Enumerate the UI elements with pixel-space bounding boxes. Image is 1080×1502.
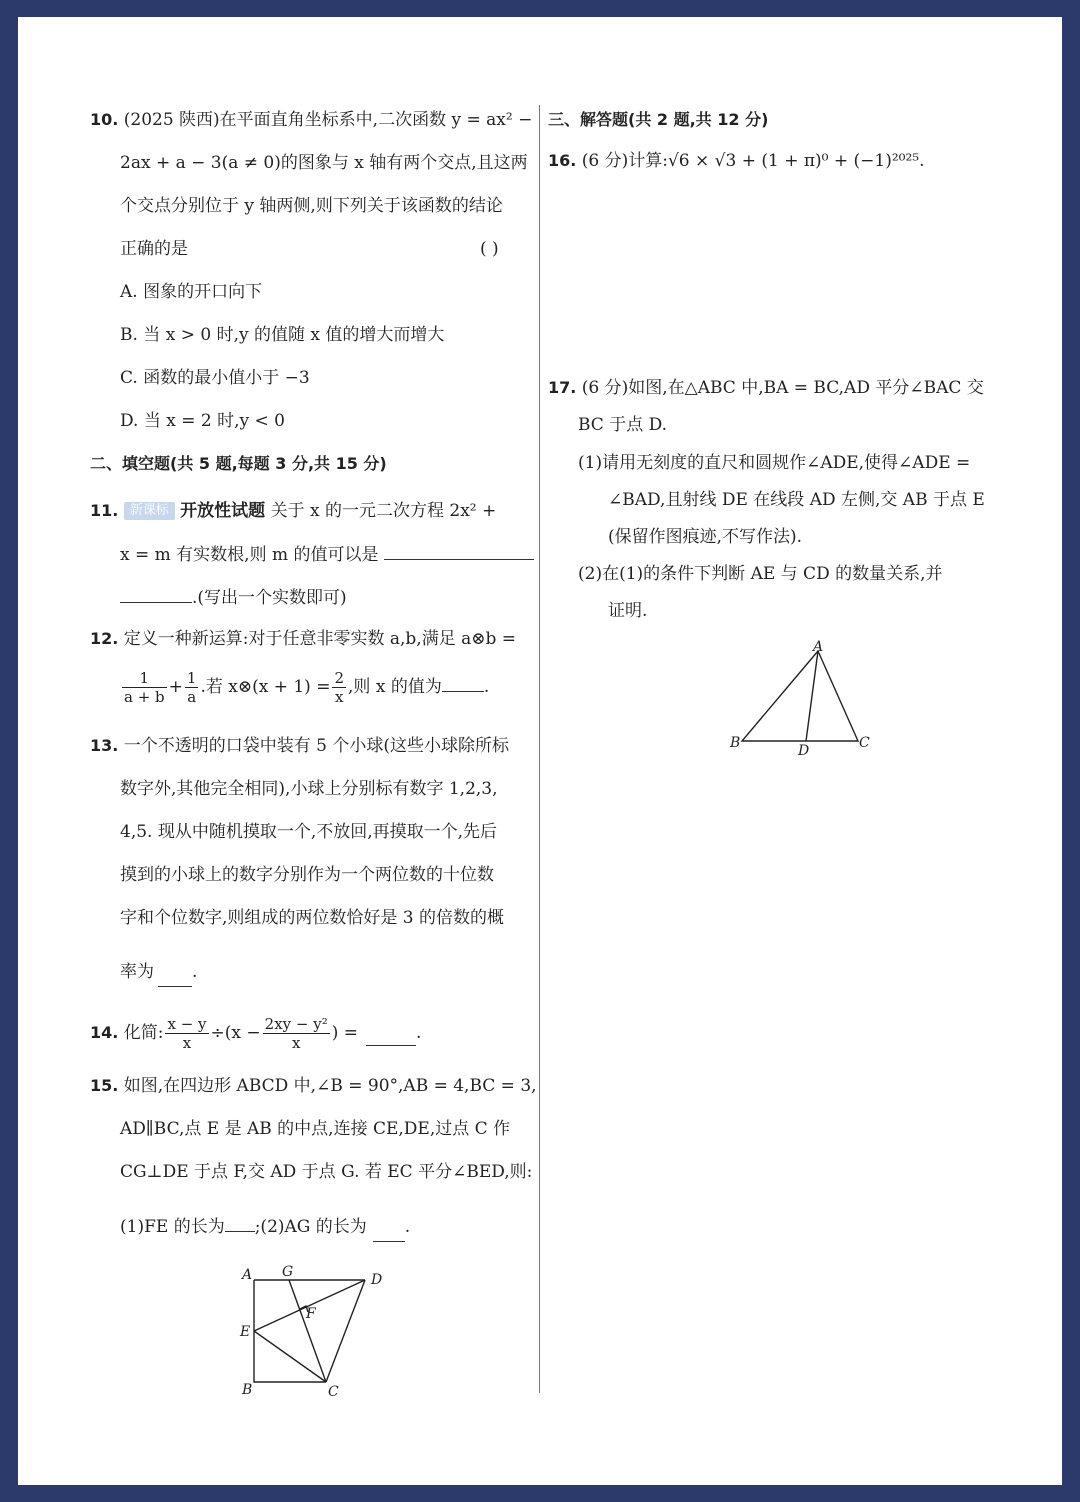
q12-text-mid: .若 x⊗(x + 1) =	[200, 677, 331, 697]
q15-label-d: D	[371, 1272, 383, 1288]
q12-answer-blank[interactable]	[442, 673, 484, 692]
q12-text1: 定义一种新运算:对于任意非零实数 a,b,满足 a⊗b =	[123, 629, 517, 649]
q14-number: 14.	[90, 1023, 119, 1042]
q17-label-a: A	[813, 639, 824, 655]
q14-fraction-2: $\frac{\text{2xy − y²}}{x}$	[264, 1015, 328, 1052]
q12-plus: +	[168, 677, 183, 697]
q10-line4: 正确的是	[120, 239, 188, 259]
q17-line7: 证明.	[608, 601, 648, 621]
section-2-heading: 二、填空题(共 5 题,每题 3 分,共 15 分)	[90, 454, 387, 473]
q16-text: (6 分)计算:√6 × √3 + (1 + π)⁰ + (−1)²⁰²⁵.	[581, 151, 925, 171]
q13-text6: 率为	[120, 962, 154, 982]
q14-answer-blank[interactable]	[366, 1027, 416, 1046]
q10-option-c: C. 函数的最小值小于 −3	[120, 368, 310, 388]
q17-segment-ad	[806, 651, 818, 741]
q14-prefix: 化简:	[123, 1023, 164, 1043]
q17-line1	[548, 376, 984, 400]
q15-line2: AD∥BC,点 E 是 AB 的中点,连接 CE,DE,过点 C 作	[120, 1119, 511, 1139]
q10-option-a: A. 图象的开口向下	[120, 282, 263, 302]
q10-number: 10.	[90, 110, 119, 129]
q10-option-d: D. 当 x = 2 时,y < 0	[120, 411, 285, 431]
q13-line6	[120, 958, 197, 984]
q12-line2	[120, 669, 489, 706]
q10-line1	[90, 108, 532, 132]
q16-number: 16.	[548, 151, 577, 170]
q13-number: 13.	[90, 736, 119, 755]
q15-text1: 如图,在四边形 ABCD 中,∠B = 90°,AB = 4,BC = 3,	[123, 1076, 537, 1096]
q15-part2-text: ;(2)AG 的长为	[254, 1217, 367, 1237]
q15-part1-blank[interactable]	[225, 1213, 255, 1232]
q10-text1: (2025 陕西)在平面直角坐标系中,二次函数 y = ax² −	[123, 110, 533, 130]
q12-number: 12.	[90, 629, 119, 648]
q11-text2: x = m 有实数根,则 m 的值可以是	[120, 545, 379, 565]
q17-label-c: C	[859, 735, 870, 751]
q15-part1-text: (1)FE 的长为	[120, 1217, 225, 1237]
q14-line	[90, 1015, 421, 1052]
q11-line2	[120, 541, 534, 567]
exam-page	[18, 17, 1062, 1485]
q15-label-e: E	[240, 1324, 251, 1340]
q12-fraction-1: $\frac{1}{a + b}$	[124, 669, 165, 706]
q10-line2: 2ax + a − 3(a ≠ 0)的图象与 x 轴有两个交点,且这两	[120, 153, 528, 173]
q12-fraction-2: $\frac{1}{a}$	[186, 669, 197, 706]
q11-line3	[120, 584, 347, 610]
q11-answer-blank-cont[interactable]	[120, 584, 192, 603]
q13-line5: 字和个位数字,则组成的两位数恰好是 3 的倍数的概	[120, 908, 505, 928]
q15-line4	[120, 1213, 410, 1239]
q13-period: .	[192, 962, 198, 982]
q11-text3: .(写出一个实数即可)	[192, 588, 347, 608]
q11-answer-blank[interactable]	[384, 541, 534, 560]
q17-line3: (1)请用无刻度的直尺和圆规作∠ADE,使得∠ADE =	[578, 453, 971, 473]
q15-edge-abc	[254, 1280, 326, 1382]
q13-line3: 4,5. 现从中随机摸取一个,不放回,再摸取一个,先后	[120, 822, 498, 842]
q17-line2: BC 于点 D.	[578, 415, 668, 435]
q16-line	[548, 149, 925, 173]
q14-text-mid: ÷(x −	[210, 1023, 261, 1043]
q15-number: 15.	[90, 1076, 119, 1095]
q12-period: .	[483, 677, 490, 697]
q17-number: 17.	[548, 378, 577, 397]
q12-fraction-3: $\frac{2}{x}$	[334, 669, 345, 706]
q17-line5: (保留作图痕迹,不写作法).	[608, 527, 803, 547]
q17-label-b: B	[730, 735, 741, 751]
q17-text1: (6 分)如图,在△ABC 中,BA = BC,AD 平分∠BAC 交	[581, 378, 984, 398]
q14-text-tail: ) =	[331, 1023, 359, 1043]
q15-segment-ec	[254, 1331, 326, 1382]
q15-quadrilateral-figure	[240, 1262, 410, 1400]
q10-answer-paren: ( )	[480, 239, 499, 259]
q11-type-label: 开放性试题	[180, 501, 266, 521]
q13-line1	[90, 734, 509, 758]
column-divider	[539, 105, 540, 1393]
q12-line1	[90, 627, 516, 651]
q15-label-c: C	[328, 1384, 339, 1400]
q15-label-b: B	[242, 1382, 253, 1398]
section-3-heading: 三、解答题(共 2 题,共 12 分)	[548, 110, 769, 129]
q15-line1	[90, 1074, 537, 1098]
q11-number: 11.	[90, 501, 119, 520]
q15-segment-gc	[289, 1280, 326, 1382]
q15-label-g: G	[282, 1264, 294, 1280]
q14-fraction-1: $\frac{x - y}{x}$	[167, 1015, 207, 1052]
q13-answer-blank[interactable]	[158, 968, 192, 987]
q15-label-a: A	[242, 1267, 253, 1283]
q15-period: .	[404, 1217, 411, 1237]
q13-line4: 摸到的小球上的数字分别作为一个两位数的十位数	[120, 865, 494, 885]
q15-line3: CG⊥DE 于点 F,交 AD 于点 G. 若 EC 平分∠BED,则:	[120, 1162, 533, 1182]
q11-text1: 关于 x 的一元二次方程 2x² +	[270, 501, 497, 521]
q10-option-b: B. 当 x > 0 时,y 的值随 x 值的增大而增大	[120, 325, 445, 345]
q13-line2: 数字外,其他完全相同),小球上分别标有数字 1,2,3,	[120, 779, 498, 799]
q17-label-d: D	[798, 743, 810, 759]
q12-text-tail: ,则 x 的值为	[348, 677, 442, 697]
q17-triangle-figure	[708, 637, 868, 757]
q11-line1	[90, 499, 496, 523]
q10-line3: 个交点分别位于 y 轴两侧,则下列关于该函数的结论	[120, 196, 503, 216]
q17-line4: ∠BAD,且射线 DE 在线段 AD 左侧,交 AB 于点 E	[608, 490, 985, 510]
new-curriculum-badge: 新课标	[124, 502, 175, 520]
q17-triangle-abc	[742, 651, 858, 741]
q17-line6: (2)在(1)的条件下判断 AE 与 CD 的数量关系,并	[578, 564, 943, 584]
q13-text1: 一个不透明的口袋中装有 5 个小球(这些小球除所标	[123, 736, 510, 756]
q14-period: .	[416, 1023, 422, 1043]
q15-part2-blank[interactable]	[373, 1223, 405, 1242]
q15-label-f: F	[306, 1306, 316, 1322]
